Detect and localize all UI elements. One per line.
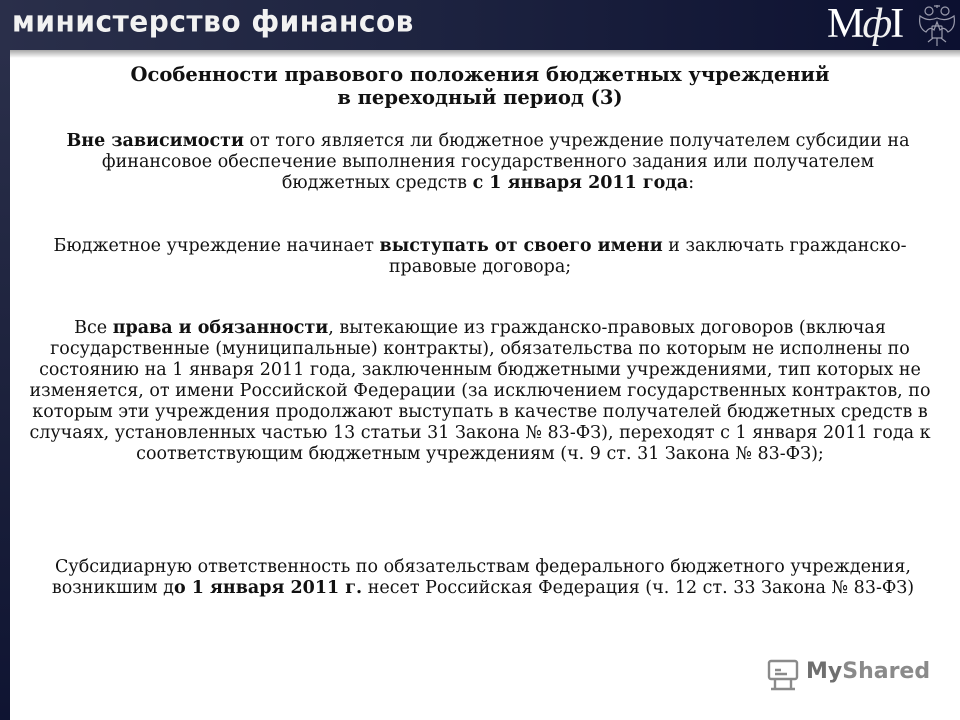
p2-text-1: Бюджетное учреждение начинает (53, 236, 380, 256)
myshared-watermark (766, 655, 936, 695)
logo-letter-m: М (827, 1, 863, 47)
p3-text-1: Все (74, 318, 113, 338)
ministry-logo (827, 0, 913, 48)
banner-shadow (10, 50, 960, 58)
watermark-my: My (806, 659, 843, 684)
p4-text-1: Субсидиарную ответственность по обязательствам федерального бюджетного учреждения, возникшим д (51, 557, 911, 598)
p1-bold-1: Вне зависимости (66, 131, 244, 151)
p1-bold-2: с 1 января 2011 года (472, 173, 689, 193)
watermark-label (806, 659, 930, 684)
header-banner (0, 0, 960, 50)
paragraph-3 (18, 318, 942, 465)
p3-bold-1: права и обязанности (112, 318, 329, 338)
logo-letter-phi: ф (862, 1, 891, 47)
paragraph-2 (48, 236, 912, 278)
p4-text-2: несет Российская Федерация (ч. 12 ст. 33 Закона № 83-ФЗ) (362, 578, 915, 598)
slide-title (20, 63, 940, 109)
p2-text-2: и заключать гражданско-правовые договора; (388, 236, 907, 277)
paragraph-1 (58, 131, 918, 194)
p1-text-1: от того является ли бюджетное учреждение получателем субсидии на финансовое обеспечение выполнения государственного задания или получателем бюджетных средств (101, 131, 910, 193)
presentation-icon (766, 657, 800, 693)
logo-letter-bar: I (890, 1, 903, 47)
paragraph-4 (28, 557, 938, 599)
slide-title-line-1: Особенности правового положения бюджетных учреждений (130, 63, 830, 86)
p2-bold-1: выступать от своего имени (379, 236, 663, 256)
watermark-shared: Shared (842, 659, 931, 684)
p1-text-2: : (688, 173, 695, 193)
p3-text-2: , вытекающие из гражданско-правовых договоров (включая государственные (муниципальные) контракты), обязательства по которым не исполнены по состоянию на 1 января 2011 года, заключенным бюджетными учреждениями, тип которых не изменяется, от имени Российской Федерации (за исключением государственных контрактов, по которым эти учреждения продолжают выступать в качестве получателей бюджетных средств в случаях, установленных частью 13 статьи 31 Закона № 83-ФЗ), переходят с 1 января 2011 года к соответствующим бюджетным учреждениям (ч. 9 ст. 31 Закона № 83-ФЗ); (29, 318, 931, 464)
p4-bold-1: о 1 января 2011 г. (173, 578, 363, 598)
ministry-banner-title: министерство финансов (12, 4, 414, 39)
left-decorative-bar (0, 50, 10, 720)
double-headed-eagle-icon (916, 2, 958, 48)
slide-title-line-2: в переходный период (3) (337, 86, 623, 109)
